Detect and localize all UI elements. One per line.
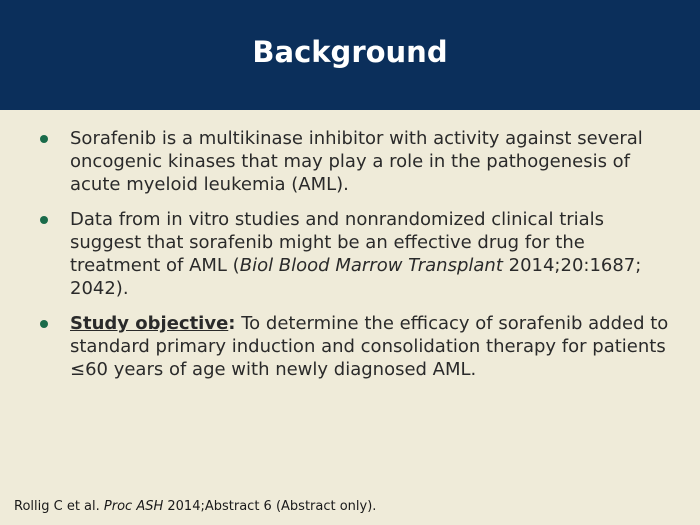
bullet-marker-icon [40, 127, 70, 196]
bullet-2-text-after: 2014;20:1687; 2042). [70, 255, 642, 299]
bullet-marker-icon [40, 208, 70, 300]
bullet-text-2 [70, 208, 670, 300]
citation-footnote [14, 499, 376, 514]
study-objective-label: Study objective [70, 313, 229, 334]
slide-header [0, 0, 700, 110]
bullet-marker-icon [40, 312, 70, 381]
footnote-journal: Proc ASH [103, 499, 164, 514]
slide-title: Background [252, 35, 448, 69]
bullet-list [40, 127, 670, 393]
bullet-item-3 [40, 312, 670, 381]
footnote-details: 2014;Abstract 6 (Abstract only). [163, 499, 377, 514]
bullet-text-1: Sorafenib is a multikinase inhibitor with activity against several oncogenic kinases that may play a role in the pathogenesis of acute myeloid leukemia (AML). [70, 128, 643, 195]
bullet-item-2 [40, 208, 670, 300]
bullet-2-text-before: Data from in vitro studies and nonrandomized clinical trials suggest that sorafenib might be an effective drug for the treatment of AML ( [70, 209, 605, 276]
study-objective-text: To determine the efficacy of sorafenib added to standard primary induction and consolidation therapy for patients ≤60 years of age with newly diagnosed AML. [70, 313, 669, 380]
bullet-item-1 [40, 127, 670, 196]
bullet-text-3 [70, 312, 670, 381]
bullet-2-journal: Biol Blood Marrow Transplant [239, 255, 503, 276]
study-objective-colon: : [228, 313, 236, 334]
footnote-authors: Rollig C et al. [14, 499, 104, 514]
